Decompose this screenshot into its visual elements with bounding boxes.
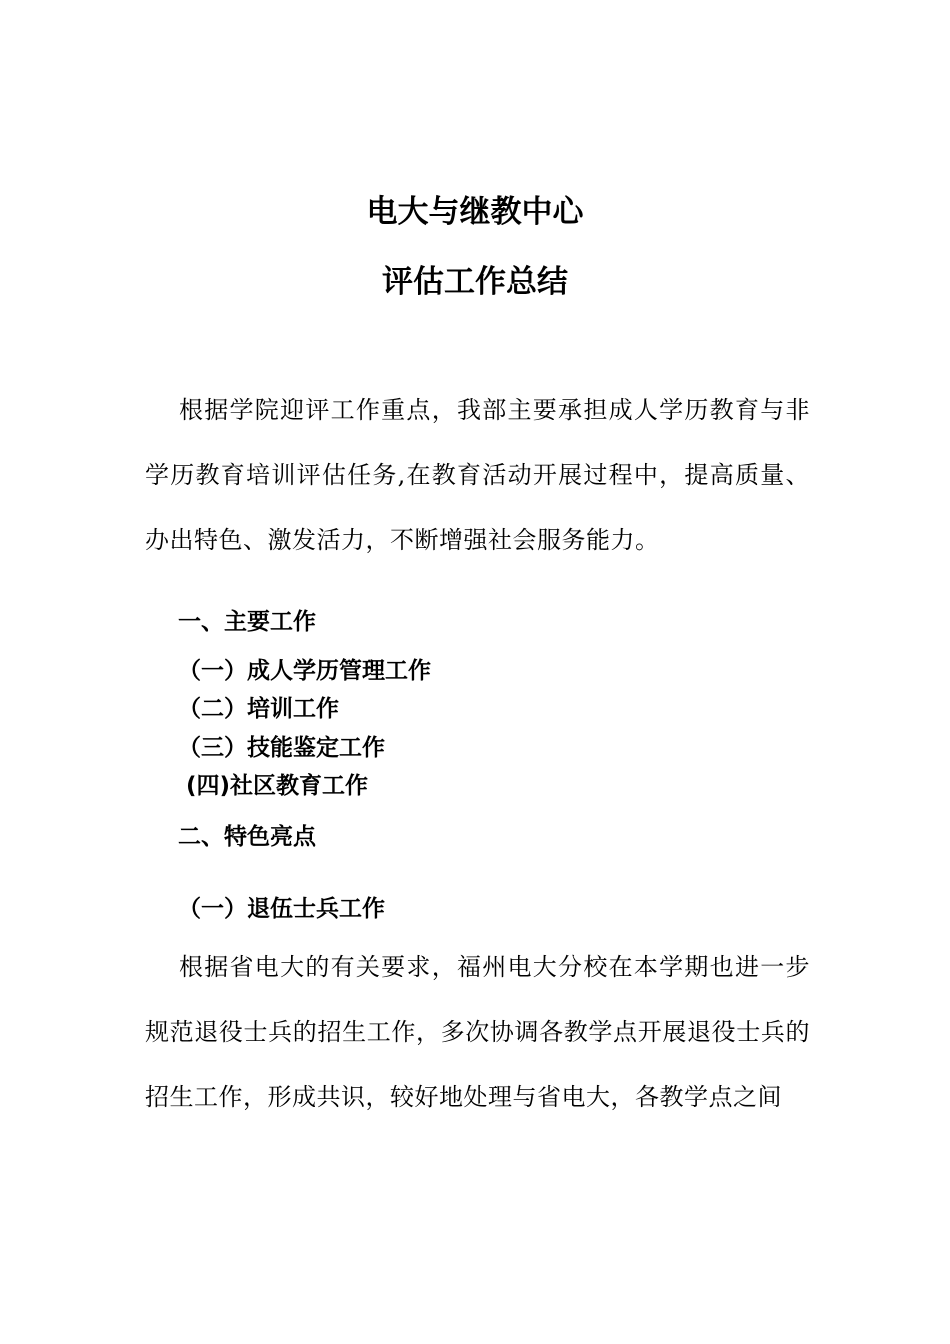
subsection-adult-education: （一）成人学历管理工作 xyxy=(178,658,431,684)
intro-paragraph: 根据学院迎评工作重点，我部主要承担成人学历教育与非学历教育培训评估任务,在教育活动开展过程中，提高质量、办出特色、激发活力，不断增强社会服务能力。 xyxy=(145,396,810,554)
veterans-paragraph: 根据省电大的有关要求，福州电大分校在本学期也进一步规范退役士兵的招生工作，多次协调各教学点开展退役士兵的招生工作，形成共识，较好地处理与省电大，各教学点之间 xyxy=(145,953,810,1111)
document-title-line1: 电大与继教中心 xyxy=(366,194,584,230)
section-heading-main-work: 一、主要工作 xyxy=(178,609,316,635)
section-heading-highlights: 二、特色亮点 xyxy=(178,824,316,850)
subsection-training: （二）培训工作 xyxy=(178,696,339,722)
subsection-community-education: (四)社区教育工作 xyxy=(186,773,369,799)
document-title-line2: 评估工作总结 xyxy=(382,264,568,300)
subsection-skill-appraisal: （三）技能鉴定工作 xyxy=(178,735,385,761)
subsection-veterans: （一）退伍士兵工作 xyxy=(178,896,385,922)
